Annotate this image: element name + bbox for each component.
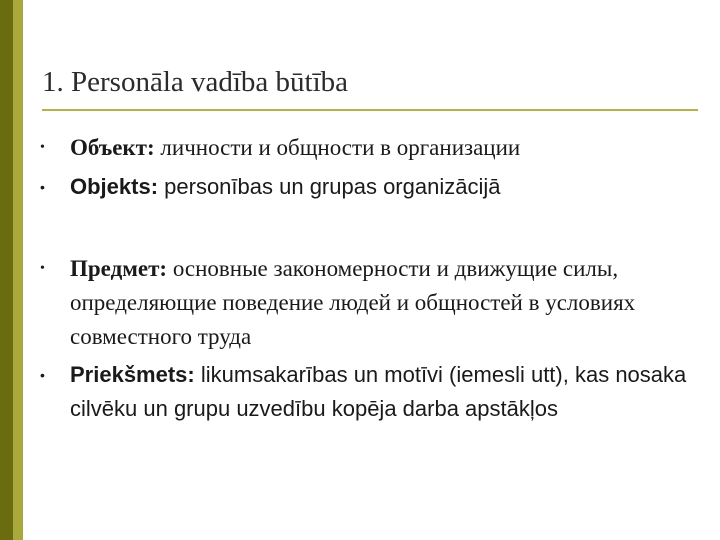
bullet-text: likumsakarības un motīvi (iemesli utt), kas nosaka cilvēku un grupu uzvedību kopēja darba apstākļos [70, 362, 687, 421]
bullet-dot: • [40, 261, 45, 276]
bullet-dot: • [40, 140, 45, 155]
bullet-item-object-lv [40, 170, 700, 204]
bullet-item-subject-lv [40, 358, 700, 426]
sidebar-stripe-dark [0, 0, 13, 540]
bullet-item-subject-ru [40, 252, 700, 354]
bullet-text: личности и общности в организации [154, 135, 521, 160]
bullet-key: Предмет: [70, 256, 168, 281]
bullet-key: Priekšmets: [70, 362, 195, 387]
bullet-item-object-ru [40, 131, 700, 165]
bullet-text: personības un grupas organizācijā [158, 174, 501, 199]
slide-title: 1. Personāla vadība būtība [42, 66, 349, 98]
sidebar-stripe-light [13, 0, 23, 540]
bullet-key: Objekts: [70, 174, 159, 199]
bullet-key: Объект: [70, 135, 155, 160]
title-underline [42, 109, 698, 111]
bullet-text: основные закономерности и движущие силы, определяющие поведение людей и общностей в условиях совместного труда [70, 256, 636, 349]
bullet-dot: • [40, 367, 45, 383]
bullet-dot: • [40, 179, 45, 195]
